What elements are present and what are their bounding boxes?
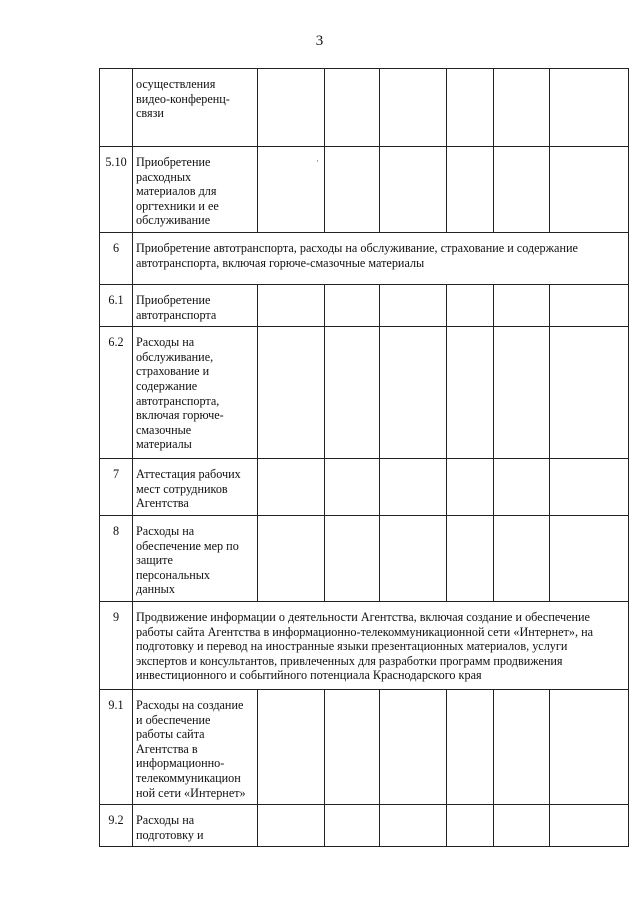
- table-row: [100, 69, 629, 147]
- empty-value-cell: [258, 285, 325, 327]
- empty-value-cell: [550, 459, 629, 516]
- expense-name-cell: Расходы на подготовку и: [133, 805, 258, 847]
- expense-name-cell: Приобретение расходных материалов для оргтехники и ее обслуживание: [133, 147, 258, 233]
- empty-value-cell: [258, 147, 325, 233]
- empty-value-cell: [258, 327, 325, 459]
- empty-value-cell: [325, 285, 380, 327]
- expense-name-cell: Расходы на создание и обеспечение работы сайта Агентства в информационно- телекоммуникацион ной сети «Интернет»: [133, 689, 258, 804]
- page-number: 3: [315, 33, 324, 49]
- scan-dot: ·: [316, 156, 319, 166]
- expense-name-cell: осуществления видео-конференц- связи: [133, 69, 258, 147]
- empty-value-cell: [325, 459, 380, 516]
- section-heading-cell: Продвижение информации о деятельности Агентства, включая создание и обеспечение работы сайта Агентства в информационно-телекоммуникационной сети «Интернет», на подготовку и перевод на иностранные языки презентационных материалов, услуги экспертов и консультантов, привлеченных для разработки программ продвижения инвестиционного и событийного потенциала Краснодарского края: [133, 601, 629, 689]
- table-row: [100, 285, 629, 327]
- empty-value-cell: [380, 147, 447, 233]
- table-row: [100, 601, 629, 689]
- empty-value-cell: [380, 285, 447, 327]
- table-row: [100, 459, 629, 516]
- empty-value-cell: [380, 689, 447, 804]
- row-number: 6.2: [100, 327, 133, 459]
- row-number: 9: [100, 601, 133, 689]
- empty-value-cell: [258, 805, 325, 847]
- empty-value-cell: [447, 689, 494, 804]
- empty-value-cell: [380, 327, 447, 459]
- row-number: 6.1: [100, 285, 133, 327]
- empty-value-cell: [380, 805, 447, 847]
- empty-value-cell: [447, 147, 494, 233]
- empty-value-cell: [550, 147, 629, 233]
- empty-value-cell: [380, 69, 447, 147]
- empty-value-cell: [494, 327, 550, 459]
- empty-value-cell: [325, 147, 380, 233]
- empty-value-cell: [447, 515, 494, 601]
- row-number: 7: [100, 459, 133, 516]
- empty-value-cell: [447, 285, 494, 327]
- expense-name-cell: Аттестация рабочих мест сотрудников Агентства: [133, 459, 258, 516]
- table-row: [100, 689, 629, 804]
- empty-value-cell: [325, 689, 380, 804]
- row-number: 8: [100, 515, 133, 601]
- row-number: [100, 69, 133, 147]
- empty-value-cell: [550, 285, 629, 327]
- empty-value-cell: [258, 689, 325, 804]
- section-heading-cell: Приобретение автотранспорта, расходы на обслуживание, страхование и содержание автотранспорта, включая горюче-смазочные материалы: [133, 233, 629, 285]
- empty-value-cell: [447, 805, 494, 847]
- row-number: 9.1: [100, 689, 133, 804]
- empty-value-cell: [550, 515, 629, 601]
- empty-value-cell: [550, 805, 629, 847]
- table-row: [100, 515, 629, 601]
- expense-name-cell: Приобретение автотранспорта: [133, 285, 258, 327]
- table-row: [100, 147, 629, 233]
- table-row: [100, 233, 629, 285]
- expense-name-cell: Расходы на обеспечение мер по защите персональных данных: [133, 515, 258, 601]
- empty-value-cell: [380, 459, 447, 516]
- empty-value-cell: [258, 69, 325, 147]
- empty-value-cell: [325, 69, 380, 147]
- row-number: 9.2: [100, 805, 133, 847]
- expense-name-cell: Расходы на обслуживание, страхование и содержание автотранспорта, включая горюче- смазочные материалы: [133, 327, 258, 459]
- empty-value-cell: [325, 805, 380, 847]
- empty-value-cell: [447, 327, 494, 459]
- empty-value-cell: [494, 515, 550, 601]
- empty-value-cell: [494, 689, 550, 804]
- empty-value-cell: [494, 805, 550, 847]
- empty-value-cell: [258, 515, 325, 601]
- table-row: [100, 327, 629, 459]
- row-number: 6: [100, 233, 133, 285]
- empty-value-cell: [494, 285, 550, 327]
- empty-value-cell: [258, 459, 325, 516]
- row-number: 5.10: [100, 147, 133, 233]
- empty-value-cell: [494, 69, 550, 147]
- table-row: [100, 805, 629, 847]
- empty-value-cell: [447, 69, 494, 147]
- empty-value-cell: [447, 459, 494, 516]
- empty-value-cell: [325, 327, 380, 459]
- empty-value-cell: [325, 515, 380, 601]
- empty-value-cell: [550, 327, 629, 459]
- empty-value-cell: [550, 69, 629, 147]
- budget-table: [99, 68, 629, 847]
- empty-value-cell: [550, 689, 629, 804]
- empty-value-cell: [494, 459, 550, 516]
- empty-value-cell: [494, 147, 550, 233]
- empty-value-cell: [380, 515, 447, 601]
